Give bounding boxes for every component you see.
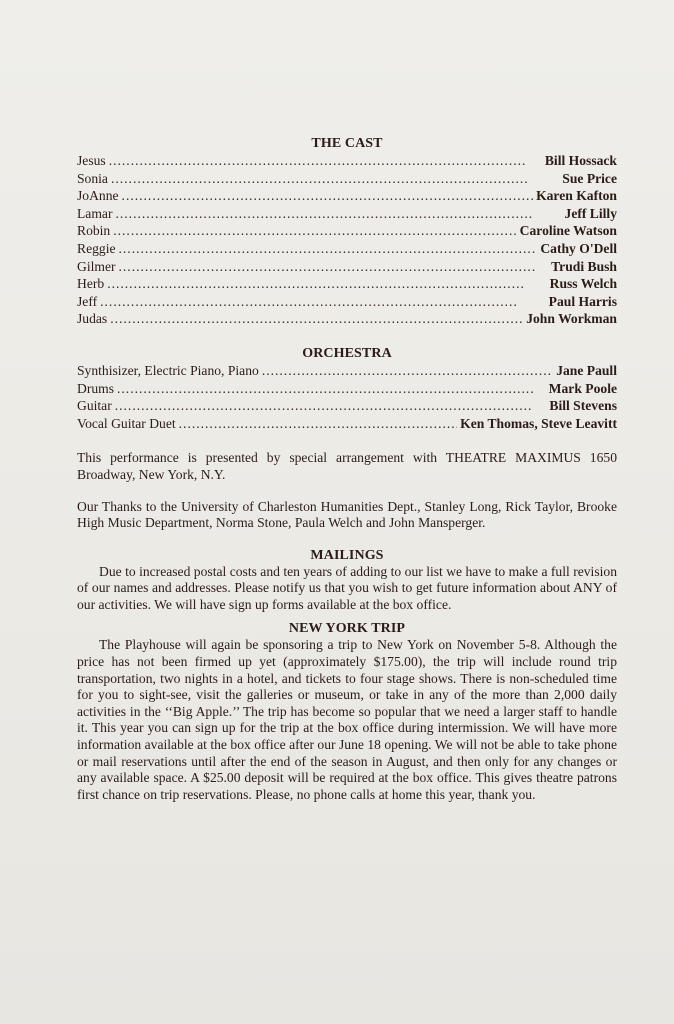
role-label: Sonia <box>77 170 108 186</box>
role-label: Judas <box>77 311 108 327</box>
musician-name: Mark Poole <box>548 380 617 396</box>
instrument-label: Synthisizer, Electric Piano, Piano <box>77 362 259 378</box>
cast-row <box>77 275 617 293</box>
trip-heading: NEW YORK TRIP <box>288 621 406 637</box>
actor-name: Cathy O'Dell <box>540 240 617 256</box>
orchestra-heading: ORCHESTRA <box>302 345 392 361</box>
dot-leader <box>115 205 561 223</box>
cast-row <box>77 293 617 311</box>
cast-row <box>77 152 617 170</box>
musician-name: Bill Stevens <box>549 398 617 414</box>
musician-name: Jane Paull <box>556 362 617 378</box>
actor-name: Russ Welch <box>549 276 617 292</box>
dot-leader <box>113 222 516 240</box>
cast-list <box>77 152 617 328</box>
program-content <box>77 136 617 803</box>
actor-name: Paul Harris <box>548 293 617 309</box>
orchestra-row <box>77 362 617 380</box>
orchestra-row <box>77 415 617 433</box>
orchestra-row <box>77 397 617 415</box>
actor-name: Sue Price <box>562 170 617 186</box>
role-label: Jesus <box>77 153 106 168</box>
dot-leader <box>111 170 559 188</box>
arrangement-paragraph: This performance is presented by special arrangement with THEATRE MAXIMUS 1650 Broadway, New York, N.Y. <box>77 450 617 482</box>
role-label: Herb <box>77 276 105 292</box>
dot-leader <box>115 397 547 415</box>
musician-name: Ken Thomas, Steve Leavitt <box>460 415 617 431</box>
dot-leader <box>107 275 546 293</box>
cast-heading: THE CAST <box>311 136 383 151</box>
role-label: Lamar <box>77 205 113 221</box>
cast-row <box>77 205 617 223</box>
dot-leader <box>117 380 546 398</box>
dot-leader <box>122 187 534 205</box>
role-label: JoAnne <box>77 188 119 204</box>
actor-name: John Workman <box>526 311 617 327</box>
dot-leader <box>119 240 538 258</box>
actor-name: Jeff Lilly <box>564 205 617 221</box>
actor-name: Trudi Bush <box>551 258 617 274</box>
dot-leader <box>119 258 549 276</box>
cast-row <box>77 187 617 205</box>
cast-row <box>77 222 617 240</box>
dot-leader <box>262 362 553 380</box>
trip-paragraph: The Playhouse will again be sponsoring a trip to New York on November 5-8. Although the price has not been firmed up yet (approximately $175.00), the trip will include round trip transportation, two nights in a hotel, and tickets to four stage shows. There is non-scheduled time for you to sight-see, visit the galleries or museum, or take in any of the more than 2,000 daily activities in the ‘‘Big Apple.’’ The trip has become so popular that we need a larger staff to handle it. This year you can sign up for the trip at the box office during intermission. We will have more information available at the box office after our June 18 opening. We will not be able to take phone or mail reservations until after the end of the season in August, and then only for any changes or any available space. A $25.00 deposit will be required at the box office. This gives theatre patrons first chance on trip reservations. Please, no phone calls at home this year, thank you. <box>77 637 617 802</box>
role-label: Jeff <box>77 293 98 309</box>
role-label: Gilmer <box>77 258 116 274</box>
dot-leader <box>109 152 542 170</box>
orchestra-list <box>77 362 617 432</box>
dot-leader <box>110 310 523 328</box>
thanks-paragraph: Our Thanks to the University of Charleston Humanities Dept., Stanley Long, Rick Taylor, Brooke High Music Department, Norma Stone, Paula Welch and John Mansperger. <box>77 498 617 531</box>
actor-name: Caroline Watson <box>519 223 617 239</box>
orchestra-row <box>77 380 617 398</box>
dot-leader <box>179 415 458 433</box>
actor-name: Bill Hossack <box>544 153 617 168</box>
cast-row <box>77 240 617 258</box>
dot-leader <box>100 293 546 311</box>
role-label: Reggie <box>77 240 116 256</box>
mailings-paragraph: Due to increased postal costs and ten years of adding to our list we have to make a full revision of our names and addresses. Please notify us that you wish to get future information about ANY of our activities. We will have sign up forms available at the box office. <box>77 563 617 612</box>
instrument-label: Guitar <box>77 398 112 414</box>
cast-row <box>77 310 617 328</box>
instrument-label: Vocal Guitar Duet <box>77 415 176 431</box>
cast-row <box>77 170 617 188</box>
role-label: Robin <box>77 223 111 239</box>
actor-name: Karen Kafton <box>536 188 617 204</box>
instrument-label: Drums <box>77 380 115 396</box>
mailings-heading: MAILINGS <box>310 547 384 563</box>
cast-row <box>77 258 617 276</box>
